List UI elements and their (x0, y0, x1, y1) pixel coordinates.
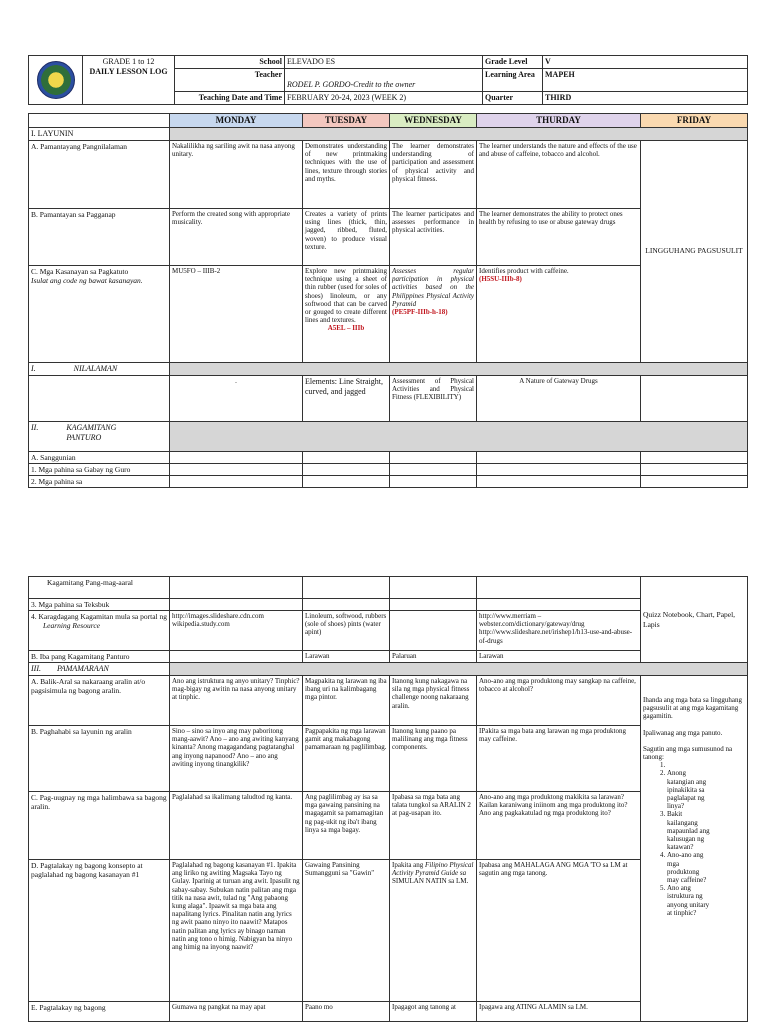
paghahabi-tuesday: Pagpapakita ng mga larawan gamit ang makabagong pamamaraan ng paglilimbag. (303, 726, 390, 792)
friday-question-list (643, 761, 711, 917)
kagamitan-num: II. (31, 423, 39, 432)
cell (170, 464, 303, 476)
n-thursday: A Nature of Gateway Drugs (477, 376, 641, 422)
friday-question (667, 761, 711, 769)
nilalaman-text: NILALAMAN (73, 364, 118, 373)
plan-table-2 (28, 576, 748, 1022)
deped-seal (29, 56, 83, 105)
b-wednesday: The learner participates and assesses performance in physical activities. (390, 209, 477, 266)
nilalaman-num: I. (31, 364, 36, 373)
pagtalakay-thursday: Ipabasa ang MAHALAGA ANG MGA 'TO sa LM at sagutin ang mga tanong. (477, 860, 641, 1002)
balik-wednesday: Itanong kung nakagawa na sila ng mga physical fitness challenge noong nakaraang aralin. (390, 676, 477, 726)
balik-aral-label: A. Balik-Aral sa nakaraang aralin at/o pagsisimula ng bagong aralin. (29, 676, 170, 726)
pagtalakay2-label: E. Pagtalakay ng bagong (29, 1002, 170, 1022)
pag-uugnay-label: C. Pag-uugnay ng mga halimbawa sa bagong aralin. (29, 792, 170, 860)
school-value: ELEVADO ES (285, 56, 483, 69)
friday-p1: Ihanda ang mga bata sa lingguhang pagsusulit at ang mga kagamitang gagamitin. (643, 696, 742, 721)
c-wednesday-code: (PE5PF-IIIb-h-18) (392, 308, 448, 317)
cell (390, 577, 477, 599)
nilalaman-heading (29, 363, 170, 376)
cell (641, 464, 748, 476)
iba-label: B. Iba pang Kagamitang Panturo (29, 651, 170, 663)
quarter-label: Quarter (483, 92, 543, 105)
e-thursday: Ipagawa ang ATING ALAMIN sa LM. (477, 1002, 641, 1022)
paghahabi-thursday: IPakita sa mga bata ang larawan ng mga produktong may caffeine. (477, 726, 641, 792)
friday-p3: Sagutin ang mga sumusunod na tanong: (643, 744, 733, 762)
cell (170, 577, 303, 599)
title-block (83, 56, 175, 105)
paghahabi-wednesday: Itanong kung paano pa malilinang ang mga fitness components. (390, 726, 477, 792)
b-tuesday: Creates a variety of prints using lines (thick, thin, jagged, ribbed, fluted, woven) to produce visual texture. (303, 209, 390, 266)
friday-question: 4. Ano-ano ang mga produktong may caffeine? (667, 851, 711, 884)
layunin-band (170, 128, 748, 141)
iba-wednesday: Palaruan (390, 651, 477, 663)
friday-materials: Quizz Notebook, Chart, Papel, Lapis (641, 577, 748, 663)
pamamaraan-text: PAMAMARAAN (57, 664, 109, 673)
c-tuesday (303, 266, 390, 363)
lesson-log-page-1 (28, 55, 748, 488)
pahina-label: 2. Mga pahina sa (29, 476, 170, 488)
lr-label (29, 611, 170, 651)
e-wednesday: Ipagagot ang tanong at (390, 1002, 477, 1022)
cell (390, 476, 477, 488)
paghahabi-label: B. Paghahabi sa layunin ng aralin (29, 726, 170, 792)
cell (390, 599, 477, 611)
gabay-label: 1. Mga pahina sa Gabay ng Guro (29, 464, 170, 476)
cell (303, 577, 390, 599)
pag-uugnay-tuesday: Ang paglilimbag ay isa sa mga gawaing pansining na magagamit sa pamamagitan ng pag-ukit ng iba't ibang linya sa mga bagay. (303, 792, 390, 860)
pagtalakay-tuesday: Gawaing Pansining Sumangguni sa "Gawin" (303, 860, 390, 1002)
header-table (28, 55, 748, 105)
kasanayan-label (29, 266, 170, 363)
day-thursday: THURDAY (477, 114, 641, 128)
kagamitan-heading (29, 422, 170, 452)
d-wed-b: SIMULAN NATIN sa LM. (392, 877, 469, 886)
balik-monday: Ano ang istruktura ng anyo unitary? Tinphic? mag-bigay ng awitin na nasa anyong unitary at tinphic. (170, 676, 303, 726)
cell (477, 599, 641, 611)
iba-thursday: Larawan (477, 651, 641, 663)
pamamaraan-num: III. (31, 664, 41, 673)
pagganap-label: B. Pamantayan sa Pagganap (29, 209, 170, 266)
cell (303, 452, 390, 464)
a-wednesday: The learner demonstrates understanding of participation and assessment of physical activity and physical fitness. (390, 141, 477, 209)
layunin-heading: I. LAYUNIN (29, 128, 170, 141)
cell (390, 611, 477, 651)
lr-tuesday: Linoleum, softwood, rubbers (sole of shoes) pints (water apint) (303, 611, 390, 651)
n-wednesday: Assessment of Physical Activities and Physical Fitness (FLEXIBILITY) (390, 376, 477, 422)
dll-title: DAILY LESSON LOG (89, 67, 168, 76)
cell (170, 476, 303, 488)
lr-label-text: 4. Karagdagang Kagamitan mula sa portal ng (31, 612, 167, 621)
cell (303, 476, 390, 488)
kagamitan-text: KAGAMITANG PANTURO (66, 423, 117, 442)
plan-table-1 (28, 113, 748, 488)
c-thursday-code: (H5SU-IIIb-8) (479, 275, 522, 284)
a-tuesday: Demonstrates understanding of new printmaking techniques with the use of lines, texture through stories and myths. (303, 141, 390, 209)
day-monday: MONDAY (170, 114, 303, 128)
friday-question: 5. Ano ang istruktura ng anyong unitary at tinphic? (667, 884, 711, 917)
a-thursday: The learner understands the nature and effects of the use and abuse of caffeine, tobacco and alcohol. (477, 141, 641, 209)
c-wednesday (390, 266, 477, 363)
cell (477, 464, 641, 476)
cell (477, 476, 641, 488)
cell (641, 452, 748, 464)
friday-p2: Ipaliwanag ang mga panuto. (643, 728, 723, 737)
day-tuesday: TUESDAY (303, 114, 390, 128)
d-wed-italic: Filipino Physical Activity Pyramid Guide sa (392, 861, 474, 878)
c-monday: MU5FO – IIIB-2 (170, 266, 303, 363)
balik-tuesday: Magpakita ng larawan ng iba ibang uri na kalimbagang mga pintor. (303, 676, 390, 726)
cell (170, 452, 303, 464)
friday-question: 2. Anong katangian ang ipinakikita sa paglalapat ng linya? (667, 769, 711, 810)
e-monday: Gumawa ng pangkat na may apat (170, 1002, 303, 1022)
lesson-log-page-2 (28, 576, 748, 1022)
grade-level-value: V (543, 56, 748, 69)
balik-thursday: Ano-ano ang mga produktong may sangkap na caffeine, tobacco at alcohol? (477, 676, 641, 726)
n-monday: . (170, 376, 303, 422)
teacher-value: RODEL P. GORDO-Credit to the owner (285, 69, 483, 92)
pag-uugnay-wednesday: Ipabasa sa mga bata ang talata tungkol sa ARALIN 2 at pag-usapan ito. (390, 792, 477, 860)
lr-thursday: http://www.merriam –webster.com/dictionary/gateway/drug http://www.slideshare.net/irishep1/h13-use-and-abuse-of-drugs (477, 611, 641, 651)
lr-monday: http://images.slideshare.cdn.com wikipedia.study.com (170, 611, 303, 651)
school-label: School (175, 56, 285, 69)
e-tuesday: Paano mo (303, 1002, 390, 1022)
pamamaraan-heading (29, 663, 170, 676)
pamamaraan-band (170, 663, 748, 676)
b-thursday: The learner demonstrates the ability to protect ones health by refusing to use or abuse gateway drugs (477, 209, 641, 266)
cell (477, 577, 641, 599)
c-tuesday-code: A5EL – IIIb (327, 324, 365, 333)
c-tuesday-text: Explore new printmaking technique using a sheet of thin rubber (used for soles of shoes) linoleum, or any softwood that can be carved or gouged to create different lines and textures. (305, 267, 387, 325)
teacher-label: Teacher (175, 69, 285, 92)
deped-seal-icon (37, 61, 75, 99)
cell (170, 599, 303, 611)
kagamitan-band (170, 422, 748, 452)
day-wednesday: WEDNESDAY (390, 114, 477, 128)
pamantayang-label: A. Pamantayang Pangnilalaman (29, 141, 170, 209)
learning-area-value: MAPEH (543, 69, 748, 92)
teksbuk-label: 3. Mga pahina sa Teksbuk (29, 599, 170, 611)
day-friday: FRIDAY (641, 114, 748, 128)
c-thursday-text: Identifies product with caffeine. (479, 267, 569, 275)
kagamitang-pang-mag-aaral: Kagamitang Pang-mag-aaral (29, 577, 170, 599)
kasanayan-note: Isulat ang code ng bawat kasanayan. (31, 276, 143, 285)
c-wednesday-text: Assesses regular participation in physical activities based on the Philippines Physical Activity Pyramid (392, 267, 474, 308)
pagtalakay-monday: Paglalahad ng bagong kasanayan #1. Ipakita ang liriko ng awiting Magsaka Tayo ng Gulay. Iparinig at turuan ang awit. Ipasulit ng sabay-sabay. Subukan natin palitan ang mga titik na nasa awit, tulad ng "Ang pabaong kung alaga". Ipaawit sa mga bata ang napalitang lyrics. Pinalitan natin ang lyrics ng awit paano ninyo ito naawit? Matapos natin palitan ang lyrics ay binago naman natin ang tono o himig. Nabigyan ba ninyo ang himig na inyong naawit? (170, 860, 303, 1002)
quarter-value: THIRD (543, 92, 748, 105)
c-thursday (477, 266, 641, 363)
cell (477, 452, 641, 464)
friday-lingguhan: LINGGUHANG PAGSUSULIT (641, 141, 748, 363)
n-tuesday: Elements: Line Straight, curved, and jagged (303, 376, 390, 422)
grade-level-label: Grade Level (483, 56, 543, 69)
lr-label-italic: Learning Resource (43, 621, 101, 630)
pag-uugnay-thursday: Ano-ano ang mga produktong makikita sa larawan? Kailan karaniwang iniinom ang mga produktong ito? Ano ang pagkakatulad ng mga produktong ito? (477, 792, 641, 860)
date-value: FEBRUARY 20-24, 2023 (WEEK 2) (285, 92, 483, 105)
cell (303, 464, 390, 476)
kasanayan-label-text: C. Mga Kasanayan sa Pagkatuto (31, 267, 129, 276)
iba-tuesday: Larawan (303, 651, 390, 663)
paghahabi-monday: Sino – sino sa inyo ang may paboritong mang-aawit? Ano – ano ang awiting kanyang kinanta? Anong magagandang pagtatanghal ang inyong napanood? Ano – ano ang awiting inyong tinangkilik? (170, 726, 303, 792)
sanggunian-label: A. Sanggunian (29, 452, 170, 464)
a-monday: Nakalilikha ng sariling awit na nasa anyong unitary. (170, 141, 303, 209)
cell (303, 599, 390, 611)
date-label: Teaching Date and Time (175, 92, 285, 105)
cell (390, 452, 477, 464)
pagtalakay-label: D. Pagtalakay ng bagong konsepto at paglalahad ng bagong kasanayan #1 (29, 860, 170, 1002)
pagtalakay-wednesday (390, 860, 477, 1002)
friday-procedure (641, 676, 748, 1022)
cell (641, 476, 748, 488)
b-monday: Perform the created song with appropriate musicality. (170, 209, 303, 266)
grade-range: GRADE 1 to 12 (102, 57, 155, 66)
nilalaman-band (170, 363, 748, 376)
n-friday (641, 376, 748, 422)
cell (170, 651, 303, 663)
friday-question: 3. Bakit kailangang mapaunlad ang kalusugan ng katawan? (667, 810, 711, 851)
cell (390, 464, 477, 476)
d-wed-a: Ipakita ang (392, 861, 426, 869)
learning-area-label: Learning Area (483, 69, 543, 92)
nilalaman-empty (29, 376, 170, 422)
day-corner (29, 114, 170, 128)
pag-uugnay-monday: Paglalahad sa ikalimang taludtod ng kanta. (170, 792, 303, 860)
